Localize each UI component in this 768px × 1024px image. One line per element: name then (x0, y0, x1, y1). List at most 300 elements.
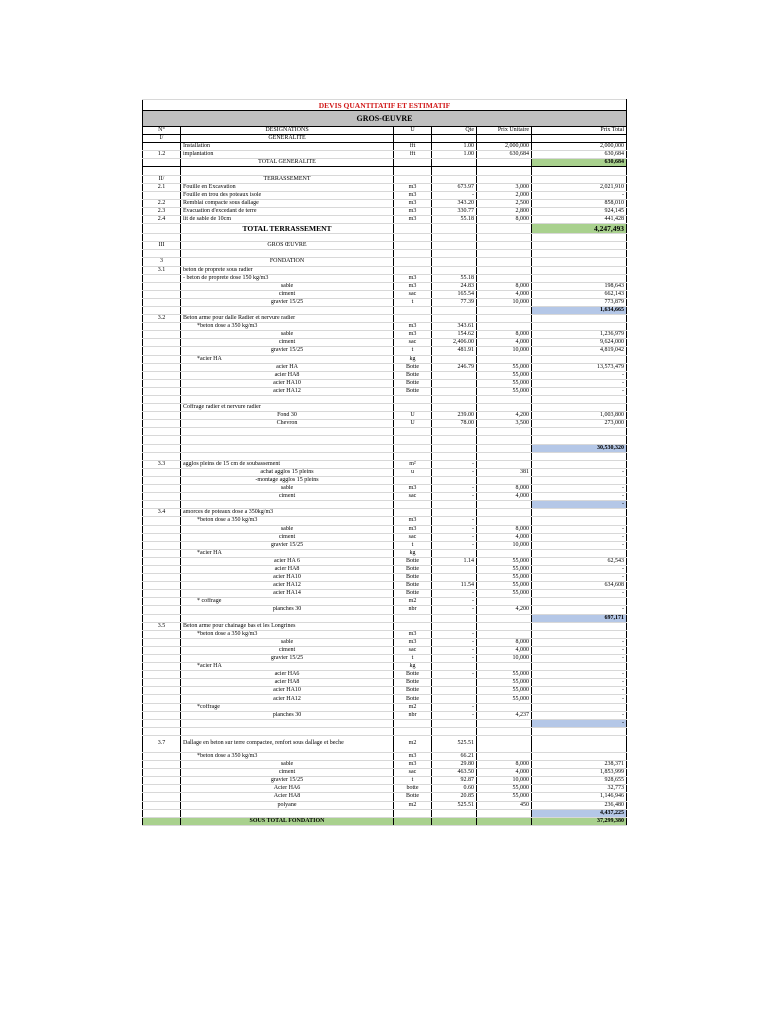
unit-cell (394, 258, 432, 266)
table-row (143, 687, 627, 695)
item-number-cell (143, 420, 181, 428)
unit-cell: Botte (394, 379, 432, 387)
designation-cell: gravier 15/25 (181, 541, 394, 549)
unit-price-cell: 2,000 (477, 191, 532, 199)
item-number-cell (143, 282, 181, 290)
table-row (143, 468, 627, 476)
unit-price-cell: 10,000 (477, 777, 532, 785)
quantity-cell: - (432, 191, 477, 199)
unit-cell: botte (394, 785, 432, 793)
designation-cell: *beton dose a 350 kg/m3 (181, 323, 394, 331)
total-price-cell (532, 703, 627, 711)
item-number-cell: 3.7 (143, 735, 181, 752)
total-price-cell (532, 549, 627, 557)
total-price-cell: - (532, 541, 627, 549)
designation-cell: acier HA8 (181, 371, 394, 379)
table-row (143, 412, 627, 420)
table-row (143, 574, 627, 582)
item-number-cell: N° (143, 127, 181, 135)
item-number-cell (143, 234, 181, 242)
item-number-cell (143, 331, 181, 339)
item-number-cell (143, 452, 181, 460)
total-price-cell: - (532, 525, 627, 533)
quantity-cell (432, 258, 477, 266)
designation-cell: Coffrage radier et nervure radier (181, 404, 394, 412)
table-row (143, 582, 627, 590)
designation-cell: agglos pleins de 15 cm de soubassement (181, 460, 394, 468)
unit-price-cell: 55,000 (477, 671, 532, 679)
item-number-cell (143, 565, 181, 573)
table-row (143, 501, 627, 509)
table-row (143, 476, 627, 484)
total-price-cell: - (532, 574, 627, 582)
table-row (143, 671, 627, 679)
item-number-cell: 2.3 (143, 207, 181, 215)
designation-cell: TOTAL GENERALITE (181, 159, 394, 167)
unit-price-cell: 3,500 (477, 420, 532, 428)
unit-cell: m2 (394, 735, 432, 752)
unit-cell: m3 (394, 525, 432, 533)
total-price-cell: 630,684 (532, 151, 627, 159)
total-price-cell: 13,573,479 (532, 363, 627, 371)
item-number-cell (143, 159, 181, 167)
quantity-cell (432, 234, 477, 242)
unit-price-cell (477, 258, 532, 266)
quantity-cell: 0.60 (432, 785, 477, 793)
table-row (143, 159, 627, 167)
quantity-cell: 78.00 (432, 420, 477, 428)
total-price-cell: 4,819,042 (532, 347, 627, 355)
quantity-cell: 20.85 (432, 793, 477, 801)
total-price-cell (532, 460, 627, 468)
unit-cell: sac (394, 493, 432, 501)
unit-price-cell: 55,000 (477, 793, 532, 801)
item-number-cell (143, 785, 181, 793)
unit-cell (394, 501, 432, 509)
designation-cell: *coffrage (181, 703, 394, 711)
quantity-cell (432, 817, 477, 825)
unit-cell (394, 135, 432, 143)
unit-price-cell (477, 663, 532, 671)
quantity-cell (432, 159, 477, 167)
table-row (143, 436, 627, 444)
table-row (143, 363, 627, 371)
item-number-cell (143, 598, 181, 606)
table-row (143, 379, 627, 387)
unit-cell (394, 224, 432, 234)
item-number-cell (143, 687, 181, 695)
unit-price-cell (477, 727, 532, 735)
item-number-cell (143, 769, 181, 777)
item-number-cell (143, 711, 181, 719)
item-number-cell (143, 274, 181, 282)
total-price-cell: - (532, 679, 627, 687)
designation-cell: ciment (181, 533, 394, 541)
item-number-cell (143, 428, 181, 436)
designation-cell (181, 396, 394, 404)
total-price-cell: 2,000,000 (532, 143, 627, 151)
quantity-cell (432, 549, 477, 557)
table-row (143, 331, 627, 339)
quantity-cell (432, 809, 477, 817)
total-price-cell: 4,247,493 (532, 224, 627, 234)
unit-cell: sac (394, 290, 432, 298)
designation-cell (181, 444, 394, 452)
quantity-cell (432, 396, 477, 404)
unit-cell: t (394, 655, 432, 663)
designation-cell (181, 306, 394, 314)
quantity-cell (432, 266, 477, 274)
item-number-cell (143, 379, 181, 387)
unit-price-cell: 4,000 (477, 769, 532, 777)
designation-cell: TERRASSEMENT (181, 175, 394, 183)
designation-cell: acier HA (181, 363, 394, 371)
total-price-cell: 198,643 (532, 282, 627, 290)
unit-price-cell: 55,000 (477, 565, 532, 573)
quantity-cell: 330.77 (432, 207, 477, 215)
quantity-cell: 343.20 (432, 199, 477, 207)
table-row (143, 752, 627, 760)
designation-cell: Evacuation d'excedant de terre (181, 207, 394, 215)
unit-price-cell: 381 (477, 468, 532, 476)
designation-cell: Fouille en Excavation (181, 183, 394, 191)
table-row (143, 428, 627, 436)
unit-price-cell (477, 614, 532, 622)
unit-price-cell (477, 224, 532, 234)
table-row (143, 452, 627, 460)
unit-price-cell (477, 274, 532, 282)
table-row (143, 274, 627, 282)
quantity-cell (432, 614, 477, 622)
total-price-cell: - (532, 191, 627, 199)
unit-price-cell (477, 428, 532, 436)
total-price-cell: 858,010 (532, 199, 627, 207)
quantity-cell: 343.61 (432, 323, 477, 331)
item-number-cell (143, 809, 181, 817)
designation-cell: Fond 30 (181, 412, 394, 420)
unit-cell (394, 809, 432, 817)
quantity-cell: 55.18 (432, 216, 477, 224)
table-row (143, 769, 627, 777)
item-number-cell: 1.2 (143, 151, 181, 159)
unit-cell: m2 (394, 801, 432, 809)
designation-cell: Installation (181, 143, 394, 151)
unit-price-cell: 55,000 (477, 557, 532, 565)
designation-cell: acier HA12 (181, 582, 394, 590)
total-price-cell (532, 355, 627, 363)
unit-cell: m3 (394, 752, 432, 760)
total-price-cell: 2,021,910 (532, 183, 627, 191)
quantity-cell (432, 135, 477, 143)
total-price-cell (532, 274, 627, 282)
table-row (143, 460, 627, 468)
quantity-cell (432, 476, 477, 484)
unit-cell: sac (394, 533, 432, 541)
item-number-cell (143, 485, 181, 493)
item-number-cell (143, 517, 181, 525)
designation-cell (181, 428, 394, 436)
table-row (143, 315, 627, 323)
unit-price-cell (477, 159, 532, 167)
item-number-cell: 3.5 (143, 622, 181, 630)
quantity-cell: 77.39 (432, 298, 477, 306)
quantity-cell: 1.00 (432, 143, 477, 151)
item-number-cell (143, 412, 181, 420)
designation-cell: sable (181, 638, 394, 646)
unit-cell (394, 727, 432, 735)
unit-price-cell: 55,000 (477, 379, 532, 387)
designation-cell: planches 30 (181, 606, 394, 614)
total-price-cell (532, 428, 627, 436)
table-row (143, 135, 627, 143)
quantity-cell (432, 565, 477, 573)
designation-cell: acier HA10 (181, 687, 394, 695)
item-number-cell (143, 695, 181, 703)
quantity-cell: 24.83 (432, 282, 477, 290)
designation-cell: - beton de proprete dose 150 kg/m3 (181, 274, 394, 282)
designation-cell: sable (181, 761, 394, 769)
total-price-cell (532, 509, 627, 517)
total-price-cell (532, 476, 627, 484)
quantity-cell (432, 167, 477, 175)
item-number-cell (143, 355, 181, 363)
designation-cell: GROS ŒUVRE (181, 242, 394, 250)
unit-price-cell (477, 809, 532, 817)
table-row (143, 525, 627, 533)
quantity-cell: 55.18 (432, 274, 477, 282)
quantity-cell: 66.21 (432, 752, 477, 760)
table-row (143, 224, 627, 234)
unit-price-cell (477, 436, 532, 444)
table-row (143, 622, 627, 630)
designation-cell: ciment (181, 646, 394, 654)
total-price-cell: 9,624,000 (532, 339, 627, 347)
unit-cell (394, 428, 432, 436)
total-price-cell: - (532, 371, 627, 379)
designation-cell: sable (181, 331, 394, 339)
unit-price-cell (477, 622, 532, 630)
designation-cell: ciment (181, 339, 394, 347)
quantity-cell (432, 436, 477, 444)
quantity-cell: 525.51 (432, 801, 477, 809)
designation-cell (181, 809, 394, 817)
total-price-cell: 1,003,800 (532, 412, 627, 420)
designation-cell: ciment (181, 290, 394, 298)
quantity-cell (432, 379, 477, 387)
unit-cell: m² (394, 460, 432, 468)
designation-cell: sable (181, 282, 394, 290)
total-price-cell: 928,655 (532, 777, 627, 785)
unit-price-cell (477, 703, 532, 711)
designation-cell: gravier 15/25 (181, 347, 394, 355)
table-row (143, 598, 627, 606)
total-price-cell: 62,543 (532, 557, 627, 565)
table-row (143, 695, 627, 703)
total-price-cell: 1,236,979 (532, 331, 627, 339)
total-price-cell: 1,634,665 (532, 306, 627, 314)
table-row (143, 371, 627, 379)
unit-cell (394, 175, 432, 183)
total-price-cell: 773,879 (532, 298, 627, 306)
unit-price-cell (477, 396, 532, 404)
designation-cell: acier HA8 (181, 565, 394, 573)
total-price-cell: - (532, 687, 627, 695)
quantity-cell: - (432, 606, 477, 614)
table-row (143, 638, 627, 646)
total-price-cell (532, 622, 627, 630)
unit-price-cell: 55,000 (477, 695, 532, 703)
table-row (143, 387, 627, 395)
unit-cell: U (394, 127, 432, 135)
item-number-cell (143, 817, 181, 825)
quantity-cell (432, 444, 477, 452)
total-price-cell: - (532, 638, 627, 646)
quantity-cell (432, 371, 477, 379)
table-row (143, 323, 627, 331)
unit-price-cell: 8,000 (477, 525, 532, 533)
unit-cell: m3 (394, 638, 432, 646)
item-number-cell (143, 167, 181, 175)
unit-price-cell: 55,000 (477, 785, 532, 793)
item-number-cell (143, 404, 181, 412)
quantity-cell: - (432, 711, 477, 719)
unit-cell: m3 (394, 199, 432, 207)
unit-price-cell (477, 167, 532, 175)
table-row (143, 216, 627, 224)
table-row (143, 191, 627, 199)
quantity-cell: - (432, 485, 477, 493)
total-price-cell (532, 135, 627, 143)
total-price-cell: - (532, 719, 627, 727)
table-row (143, 485, 627, 493)
designation-cell: acier HA10 (181, 574, 394, 582)
unit-cell: Botte (394, 387, 432, 395)
table-row (143, 817, 627, 825)
unit-price-cell (477, 444, 532, 452)
unit-cell: t (394, 541, 432, 549)
table-row (143, 785, 627, 793)
item-number-cell (143, 549, 181, 557)
unit-cell: Botte (394, 574, 432, 582)
total-price-cell: - (532, 606, 627, 614)
unit-price-cell (477, 549, 532, 557)
item-number-cell (143, 493, 181, 501)
unit-price-cell (477, 752, 532, 760)
designation-cell (181, 234, 394, 242)
item-number-cell (143, 143, 181, 151)
item-number-cell (143, 533, 181, 541)
unit-cell (394, 404, 432, 412)
unit-cell (394, 315, 432, 323)
quantity-cell (432, 727, 477, 735)
quantity-cell (432, 501, 477, 509)
unit-cell (394, 622, 432, 630)
table-row (143, 175, 627, 183)
item-number-cell (143, 614, 181, 622)
table-row (143, 207, 627, 215)
quantity-cell: - (432, 598, 477, 606)
total-price-cell: - (532, 468, 627, 476)
designation-cell: implantation (181, 151, 394, 159)
unit-cell: kg (394, 355, 432, 363)
unit-cell: m3 (394, 191, 432, 199)
designation-cell (181, 250, 394, 258)
item-number-cell: 3.2 (143, 315, 181, 323)
unit-cell: sac (394, 646, 432, 654)
unit-price-cell: 55,000 (477, 687, 532, 695)
unit-cell (394, 444, 432, 452)
item-number-cell (143, 541, 181, 549)
unit-cell (394, 614, 432, 622)
total-price-cell: Prix Total (532, 127, 627, 135)
table-row (143, 541, 627, 549)
unit-cell: m2 (394, 598, 432, 606)
designation-cell: beton de proprete sous radier (181, 266, 394, 274)
item-number-cell (143, 339, 181, 347)
item-number-cell: 2.2 (143, 199, 181, 207)
unit-price-cell: 55,000 (477, 590, 532, 598)
unit-cell (394, 250, 432, 258)
total-price-cell: 273,000 (532, 420, 627, 428)
unit-cell: nbr (394, 606, 432, 614)
quantity-cell (432, 622, 477, 630)
total-price-cell: - (532, 671, 627, 679)
designation-cell: gravier 15/25 (181, 298, 394, 306)
total-price-cell: 4,437,225 (532, 809, 627, 817)
table-row (143, 663, 627, 671)
designation-cell: ciment (181, 493, 394, 501)
table-row (143, 793, 627, 801)
unit-price-cell (477, 509, 532, 517)
table-row (143, 777, 627, 785)
designation-cell: polyane (181, 801, 394, 809)
item-number-cell (143, 679, 181, 687)
designation-cell: DESIGNATIONS (181, 127, 394, 135)
item-number-cell (143, 525, 181, 533)
item-number-cell (143, 671, 181, 679)
item-number-cell (143, 371, 181, 379)
designation-cell: sable (181, 525, 394, 533)
unit-cell (394, 167, 432, 175)
designation-cell: acier HA 6 (181, 557, 394, 565)
total-price-cell: - (532, 379, 627, 387)
unit-price-cell: 2,000,000 (477, 143, 532, 151)
total-price-cell (532, 436, 627, 444)
designation-cell: acier HA6 (181, 671, 394, 679)
unit-cell (394, 306, 432, 314)
total-price-cell: 32,773 (532, 785, 627, 793)
item-number-cell: 3.3 (143, 460, 181, 468)
unit-price-cell (477, 135, 532, 143)
total-price-cell: - (532, 655, 627, 663)
unit-cell: U (394, 420, 432, 428)
designation-cell: Beton arme pour dalle Radier et nervure radier (181, 315, 394, 323)
quantity-cell (432, 509, 477, 517)
unit-price-cell (477, 598, 532, 606)
item-number-cell (143, 444, 181, 452)
unit-cell: Botte (394, 363, 432, 371)
total-price-cell: - (532, 695, 627, 703)
table-row (143, 590, 627, 598)
quantity-cell (432, 250, 477, 258)
unit-price-cell (477, 817, 532, 825)
quantity-cell (432, 242, 477, 250)
table-row (143, 339, 627, 347)
table-row (143, 719, 627, 727)
total-price-cell: - (532, 493, 627, 501)
item-number-cell (143, 557, 181, 565)
designation-cell: achat agglos 15 pleins (181, 468, 394, 476)
